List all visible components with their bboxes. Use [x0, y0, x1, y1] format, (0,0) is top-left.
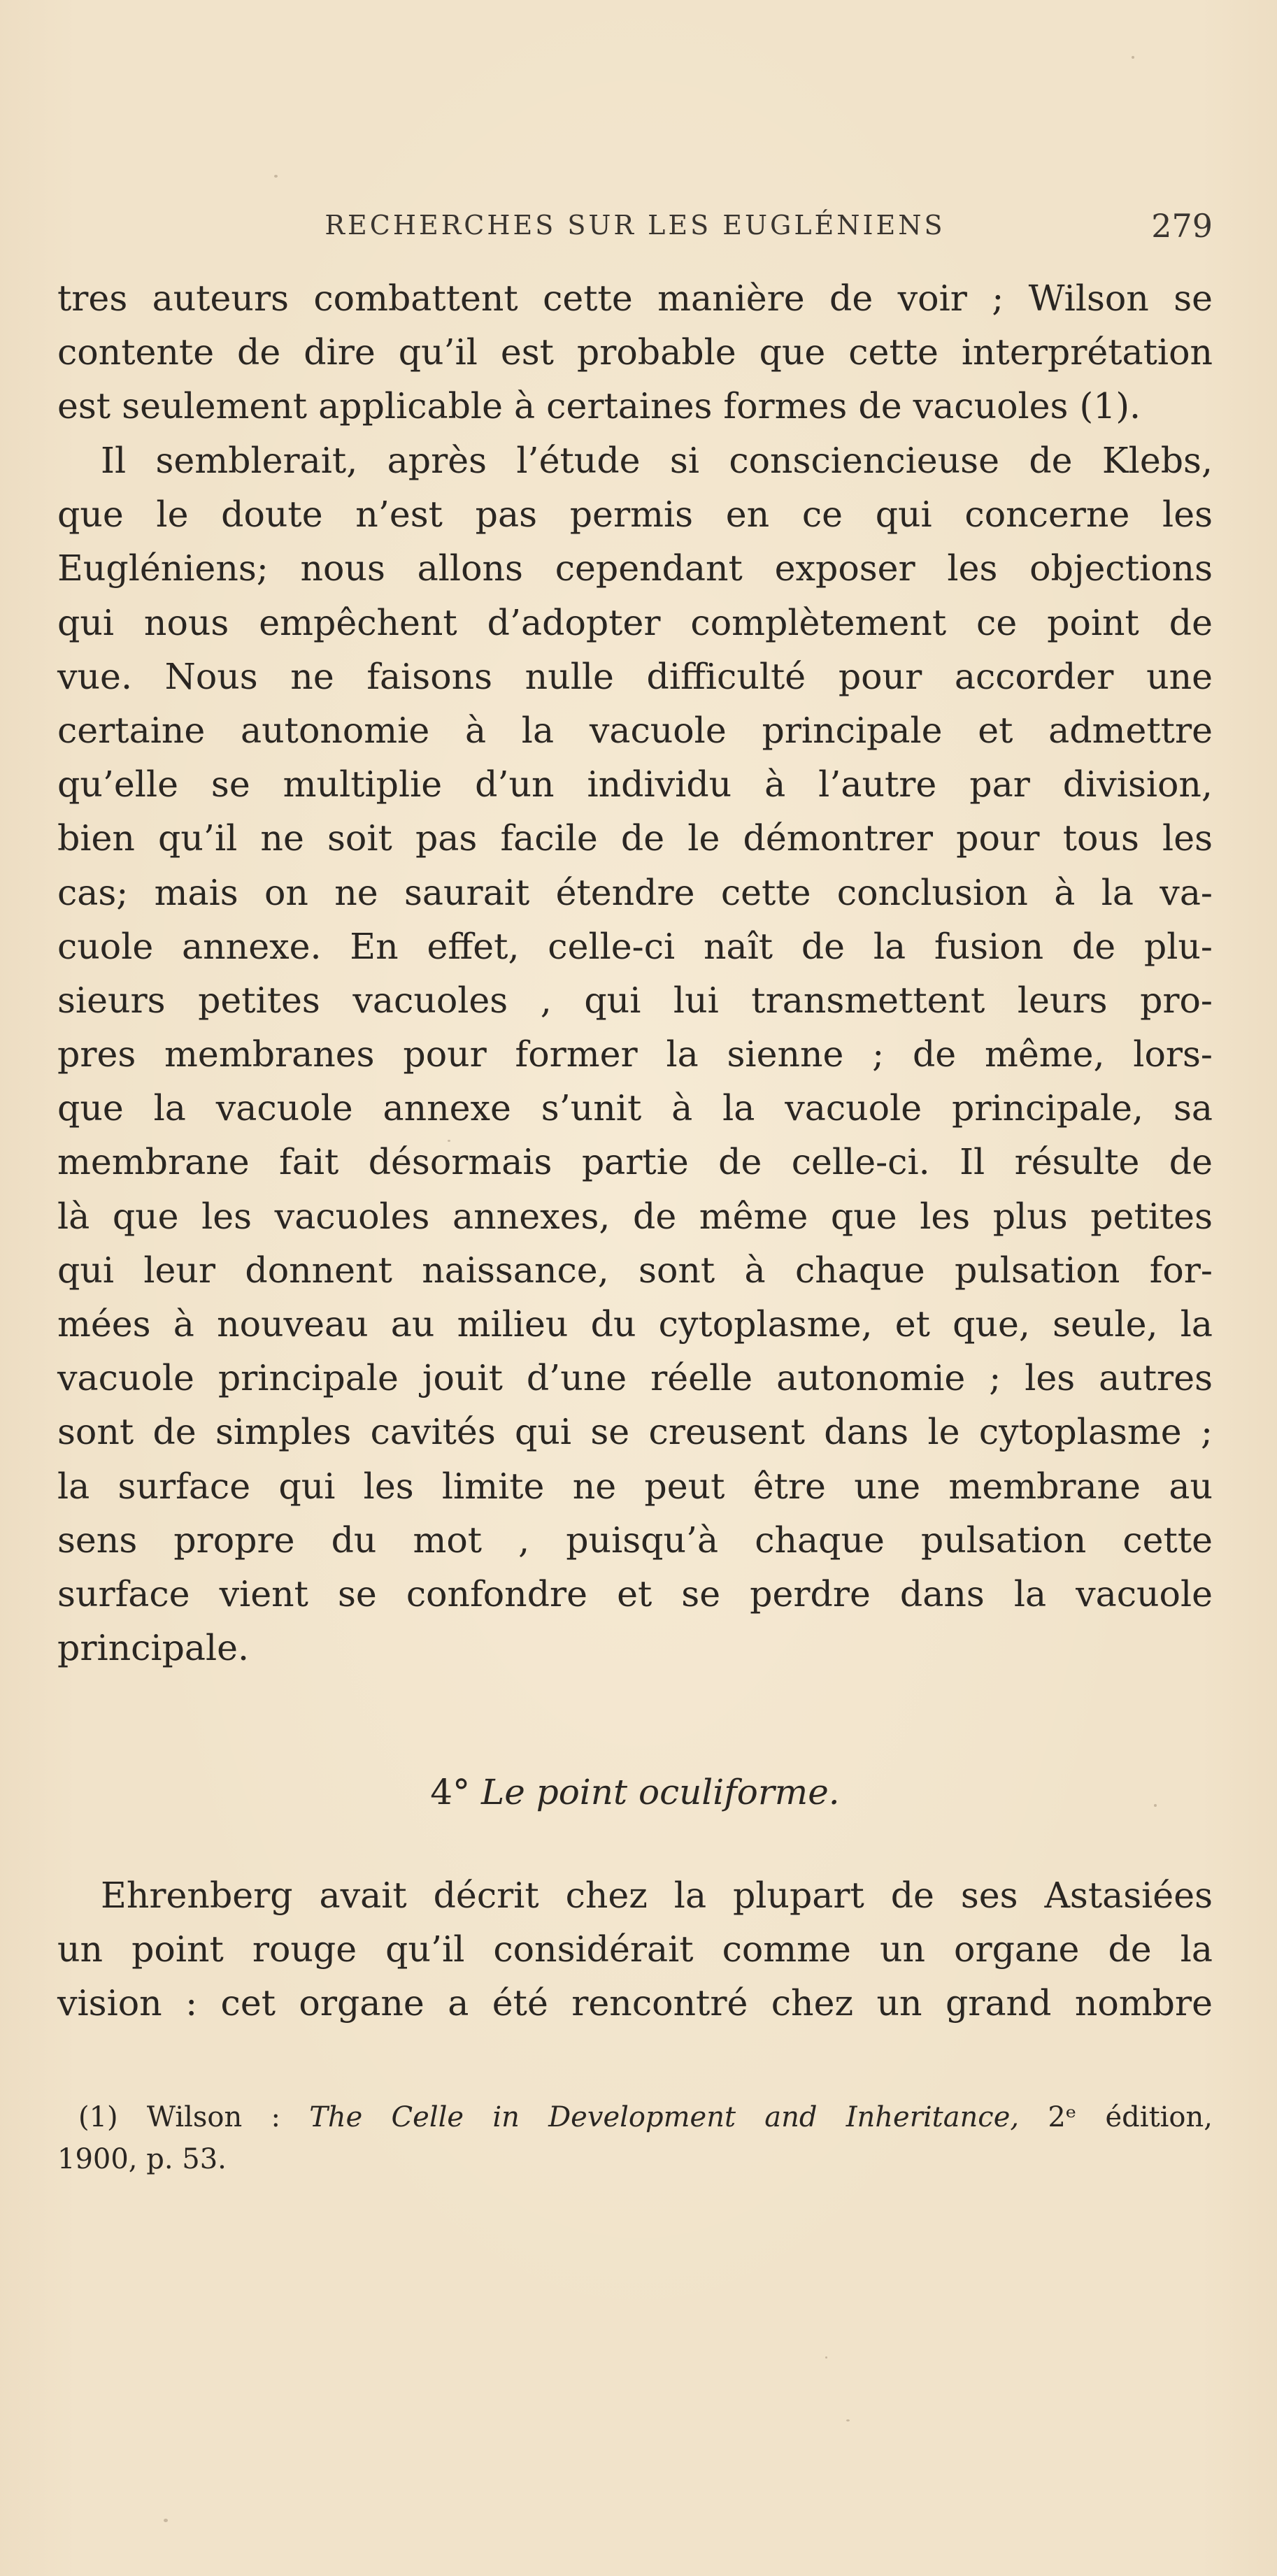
- section-title: Le point oculiforme.: [481, 1772, 840, 1812]
- page-number: 279: [1151, 207, 1213, 245]
- text-line: là que les vacuoles annexes, de même que les plus petites: [57, 1195, 1213, 1237]
- text-line: surface vient se confondre et se perdre dans la vacuole: [57, 1573, 1213, 1615]
- text-line: sieurs petites vacuoles , qui lui transmettent leurs pro-: [57, 979, 1213, 1021]
- text-line: que la vacuole annexe s’unit à la vacuole principale, sa: [57, 1087, 1213, 1129]
- text-line: un point rouge qu’il considérait comme un organe de la: [57, 1929, 1213, 1970]
- text-line: membrane fait désormais partie de celle-ci. Il résulte de: [57, 1141, 1213, 1183]
- text-line: vision : cet organe a été rencontré chez un grand nombre: [57, 1982, 1213, 2024]
- text-line: vue. Nous ne faisons nulle difficulté pour accorder une: [57, 655, 1213, 697]
- text-line: mées à nouveau au milieu du cytoplasme, et que, seule, la: [57, 1303, 1213, 1345]
- text-line: Eugléniens; nous allons cependant exposer les objections: [57, 548, 1213, 589]
- section-number: 4°: [430, 1772, 471, 1812]
- footnote-author: Wilson :: [146, 2101, 280, 2133]
- text-line: cas; mais on ne saurait étendre cette conclusion à la va-: [57, 871, 1213, 913]
- text-line: la surface qui les limite ne peut être une membrane au: [57, 1465, 1213, 1507]
- text-line: qu’elle se multiplie d’un individu à l’autre par division,: [57, 764, 1213, 806]
- text-line: bien qu’il ne soit pas facile de le démontrer pour tous les: [57, 817, 1213, 859]
- paragraph-vacuoles: [57, 434, 1213, 1675]
- footnote-continuation: 1900, p. 53.: [57, 2143, 227, 2175]
- text-line: contente de dire qu’il est probable que cette interprétation: [57, 331, 1213, 373]
- paragraph-continuation: [57, 271, 1213, 434]
- paragraph-point-oculiforme: [57, 1868, 1213, 2031]
- footnote: [57, 2096, 1213, 2180]
- text-line: qui nous empêchent d’adopter complètement ce point de: [57, 601, 1213, 643]
- text-line: Ehrenberg avait décrit chez la plupart de ses Astasiées: [101, 1875, 1213, 1916]
- text-line: tres auteurs combattent cette manière de voir ; Wilson se: [57, 278, 1213, 319]
- text-line: certaine autonomie à la vacuole principale et admettre: [57, 709, 1213, 751]
- text-line: Il semblerait, après l’étude si consciencieuse de Klebs,: [101, 440, 1213, 481]
- footnote-work-title: The Celle in Development and Inheritance,: [309, 2101, 1020, 2133]
- running-title: RECHERCHES SUR LES EUGLÉNIENS: [324, 210, 946, 241]
- text-line: sens propre du mot , puisqu’à chaque pulsation cette: [57, 1519, 1213, 1561]
- text-line: qui leur donnent naissance, sont à chaque pulsation for-: [57, 1249, 1213, 1291]
- text-line: est seulement applicable à certaines formes de vacuoles (1).: [57, 385, 1141, 427]
- text-line: cuole annexe. En effet, celle-ci naît de la fusion de plu-: [57, 925, 1213, 967]
- text-line: sont de simples cavités qui se creusent dans le cytoplasme ;: [57, 1411, 1213, 1453]
- footnote-marker: (1): [78, 2101, 118, 2133]
- section-heading: [57, 1772, 1213, 1812]
- text-line: principale.: [57, 1627, 250, 1669]
- text-line: pres membranes pour former la sienne ; de même, lors-: [57, 1033, 1213, 1075]
- running-head: [57, 207, 1213, 252]
- footnote-edition: 2ᵉ édition,: [1048, 2101, 1213, 2133]
- text-line: que le doute n’est pas permis en ce qui concerne les: [57, 494, 1213, 536]
- text-line: vacuole principale jouit d’une réelle autonomie ; les autres: [57, 1357, 1213, 1399]
